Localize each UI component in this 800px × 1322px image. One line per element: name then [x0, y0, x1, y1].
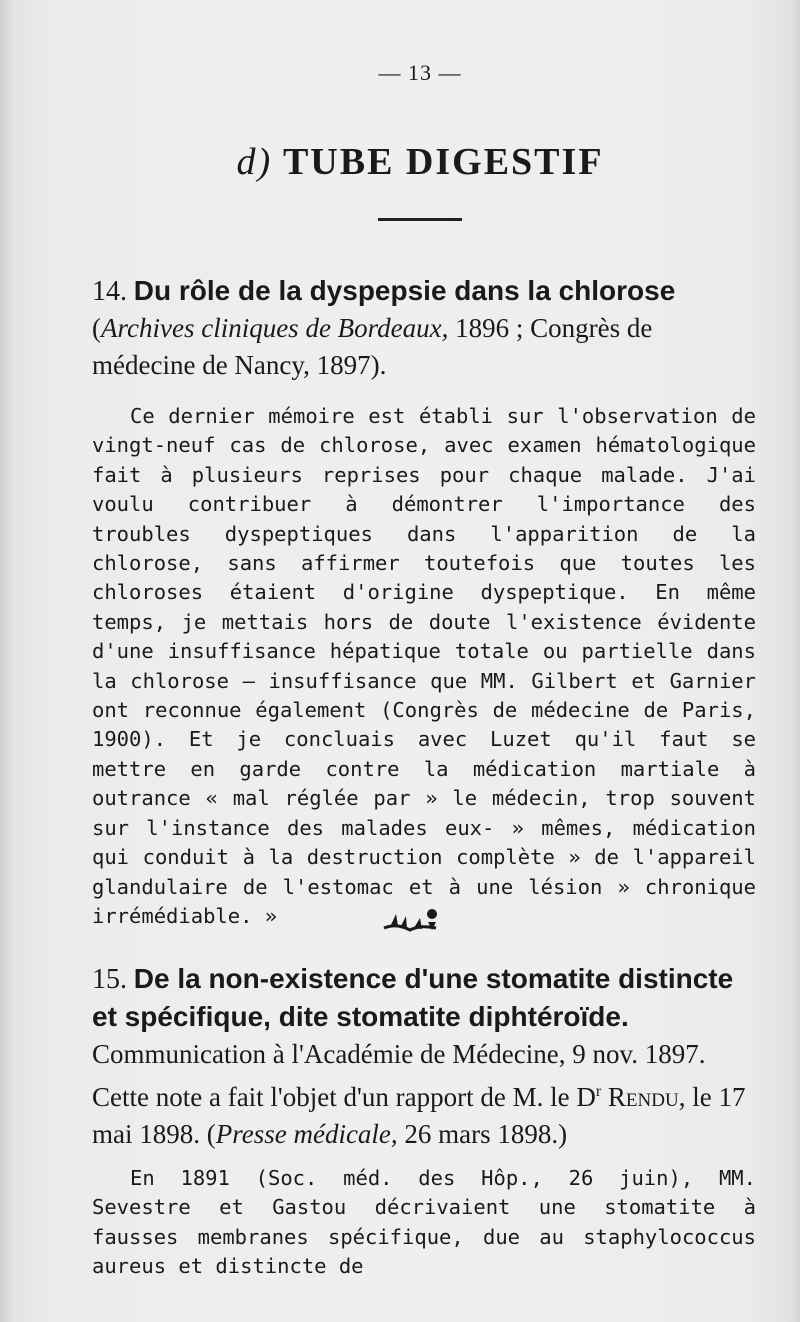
entry-14-heading	[92, 272, 754, 384]
section-heading: TUBE DIGESTIF	[282, 141, 604, 183]
entry-14-details: 1896 ; Congrès de médecine de Nancy, 1897).	[92, 313, 653, 380]
section-title	[0, 140, 800, 184]
entry-14-title: Du rôle de la dyspepsie dans la chlorose	[133, 275, 676, 306]
entry-14-journal: Archives cliniques de Bordeaux,	[101, 313, 449, 343]
entry-14-body: Ce dernier mémoire est établi sur l'observation de vingt-neuf cas de chlorose, avec examen hématologique fait à plusieurs reprises pour chaque malade. J'ai voulu contribuer à démontrer l'importance des troubles dyspeptiques dans l'apparition de la chlorose, sans affirmer toutefois que toutes les chloroses étaient d'origine dyspeptique. En même temps, je mettais hors de doute l'existence évidente d'une insuffisance hépatique totale ou partielle dans la chlorose — insuffisance que MM. Gilbert et Garnier ont reconnue également (Congrès de médecine de Paris, 1900). Et je concluais avec Luzet qu'il faut se mettre en garde contre la médication martiale à outrance « mal réglée par » le médecin, trop souvent sur l'instance des malades eux- » mêmes, médication qui conduit à la destruction complète » de l'appareil glandulaire de l'estomac et à une lésion » chronique irrémédiable. »	[92, 404, 756, 928]
entry-15-text-3: 26 mars 1898.)	[397, 1119, 568, 1149]
entry-15-number: 15.	[92, 964, 127, 995]
entry-15-journal: Presse médicale,	[215, 1119, 398, 1149]
entry-15-title: De la non-existence d'une stomatite distincte et spécifique, dite stomatite diphtéroïde.	[92, 963, 734, 1032]
fleuron-ornament	[380, 904, 444, 934]
entry-14-open-paren: (	[92, 313, 101, 343]
entry-15-text-1: Communication à l'Académie de Médecine, 9 nov. 1897. Cette note a fait l'objet d'un rapport de M. le D	[92, 1039, 706, 1112]
entry-15-heading	[92, 960, 754, 1153]
entry-15-dr-superscript: r	[595, 1083, 602, 1100]
page-number: — 13 —	[378, 60, 462, 85]
entry-15-text-2: , le 17 mai 1898. (	[92, 1082, 746, 1149]
section-letter: d)	[236, 141, 273, 183]
section-divider	[378, 218, 462, 221]
entry-15-rendu: Rendu	[607, 1082, 679, 1112]
entry-14-number: 14.	[92, 276, 127, 307]
entry-15-body: En 1891 (Soc. méd. des Hôp., 26 juin), MM. Sevestre et Gastou décrivaient une stomatite à fausses membranes spécifique, due au staphylococcus aureus et distincte de	[92, 1166, 756, 1279]
